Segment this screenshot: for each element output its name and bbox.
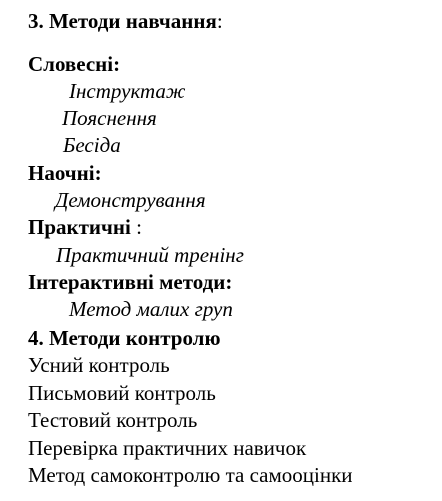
verbal-item-explanation: Пояснення [62,106,157,130]
interactive-methods-label: Інтерактивні методи: [28,270,233,294]
control-item-practical-skills: Перевірка практичних навичок [28,436,307,460]
verbal-methods-label: Словесні: [28,52,121,76]
section-3-heading-colon: : [216,9,223,33]
section-3-heading [28,8,223,34]
section-4-heading: 4. Методи контролю [28,326,221,350]
practical-methods-heading [28,214,142,240]
verbal-item-instruction: Інструктаж [69,79,186,103]
practical-methods-colon: : [130,215,142,239]
control-item-self-control: Метод самоконтролю та самооцінки [28,463,353,487]
section-3-heading-text: 3. Методи навчання [28,9,217,33]
visual-methods-label: Наочні: [28,161,102,185]
practical-item-training: Практичний тренінг [56,243,244,267]
visual-item-demonstration: Демонстрування [55,188,206,212]
control-item-oral: Усний контроль [28,353,170,377]
verbal-item-conversation: Бесіда [63,133,121,157]
control-item-test: Тестовий контроль [28,408,198,432]
practical-methods-label: Практичні [28,215,131,239]
control-item-written: Письмовий контроль [28,381,216,405]
interactive-item-small-groups: Метод малих груп [69,297,233,321]
